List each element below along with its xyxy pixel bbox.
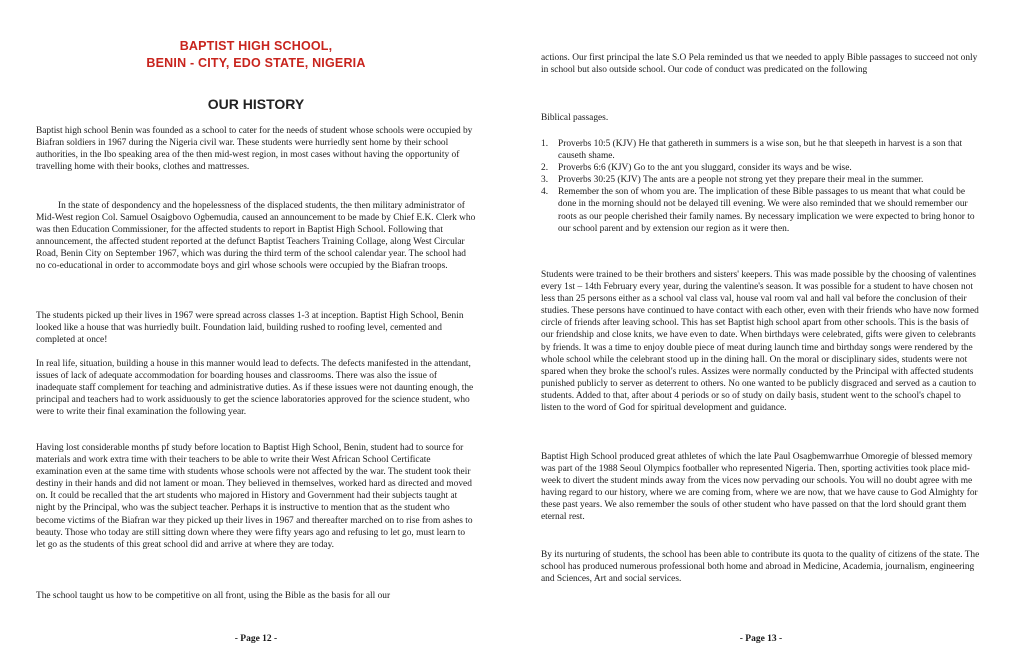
section-title: OUR HISTORY bbox=[207, 96, 305, 112]
paragraph-competitive: The school taught us how to be competitive on all front, using the Bible as the basis for all our bbox=[36, 591, 391, 601]
school-title bbox=[36, 38, 476, 72]
list-item: 4. Remember the son of whom you are. The implication of these Bible passages to us meant that what could be done in the morning should not be delayed till evening. We were also reminded that we should remember our roots as our people cherished their family names. By necessary implication we were expected to bring honor to our school parent and by extension our region as it were then. bbox=[541, 187, 975, 234]
school-title-line1: BAPTIST HIGH SCHOOL, bbox=[179, 39, 333, 53]
paragraph-biblical: Biblical passages. bbox=[541, 113, 609, 123]
paragraph-athletes: Baptist High School produced great athletes of which the late Paul Osagbemwarrhue Omoregie of blessed memory was part of the 1988 Seoul Olympics footballer who represented Nigeria. Then, sporting activities took place mid-week to divert the student minds away from the vices now pervading our schools. You will no doubt agree with me having regard to our history, where we are coming from, where we are now, that we have cause to God Almighty for these past years. We also remember the souls of other student who have passed on that the lord should grant them eternal rest. bbox=[541, 452, 978, 523]
page-left bbox=[36, 0, 476, 658]
paragraph-lost-months: Having lost considerable months pf study before location to Baptist High School, Benin, student had to source for materials and work extra time with their teachers to be able to write their West African School Certificate examination even at the same time with students whose schools were not affected by the war. The student took their destiny in their hands and did not lament or moan. They believed in themselves, worked hard as directed and moved on. It could be recalled that the art students who majored in History and Government had their subjects taught at night by the Principal, who was the subject teacher. Perhaps it is instructive to mention that as the student who become victims of the Biafran war they picked up their lives in 1967 and thereafter marched on to rise from ashes to beauty. Those who today are still sitting down where they were fifty years ago and refusing to let go, must learn to let go as the students of this great school did and arrive at where they are today. bbox=[36, 443, 473, 550]
paragraph-inception: The students picked up their lives in 1967 were spread across classes 1-3 at inception. Baptist High School, Benin looked like a house that was hurriedly built. Foundation laid, building rushed to roofing level, cemented and completed at once! bbox=[36, 311, 464, 346]
paragraph-founding: Baptist high school Benin was founded as a school to cater for the needs of student whose schools were occupied by Biafran soldiers in 1967 during the Nigeria civil war. These students were hurriedly sent home by their school authorities, in the Ibo speaking area of the then mid-west region, in most cases without having the opportunity of travelling home with their books, clothes and mattresses. bbox=[36, 126, 473, 173]
paragraph-actions: actions. Our first principal the late S.O Pela reminded us that we needed to apply Bible passages to succeed not only in school but also outside school. Our code of conduct was predicated on the following bbox=[541, 53, 978, 76]
paragraph-defects: In real life, situation, building a house in this manner would lead to defects. The defects manifested in the attendant, issues of lack of adequate accommodation for boarding houses and classrooms. There was also the issue of inadequate staff complement for teaching and administrative duties. As if these issues were not daunting enough, the principal and teachers had to work assiduously to get the science laboratories approved for the science student, who were to write their final examination the following year. bbox=[36, 359, 474, 418]
paragraph-keepers: Students were trained to be their brothers and sisters' keepers. This was made possible by the choosing of valentines every 1st – 14th February every year, during the valentine's season. It was possible for a student to have chosen not less than 25 persons either as a school val class val, house val room val and hall val before the conclusion of their studies. These persons have continued to have contact with each other, even with their friends who have now formed circle of friends after leaving school. This has set Baptist high school apart from other schools. This is the basis of our friendship and close knits, we have even to date. When birthdays were celebrated, gifts were given to celebrants by friends. It was a time to enjoy double piece of meat during launch time and birthday songs were rendered by the whole school while the celebrant stood up in the dining hall. On the moral or disciplinary sides, students were not spared when they broke the school's rules. Assizes were normally conducted by the Principal with affected students punished publicly to server as deterrent to others. No one wanted to be publicly disgraced and served as a caution to students. Added to that, after about 4 periods or so of study on daily basis, student went to the school's chapel to listen to the word of God for spiritual development and guidance. bbox=[541, 270, 979, 414]
bible-passages-list bbox=[541, 138, 981, 235]
list-item: 3. Proverbs 30:25 (KJV) The ants are a people not strong yet they prepare their meal in the summer. bbox=[541, 175, 924, 186]
school-title-line2: BENIN - CITY, EDO STATE, NIGERIA bbox=[146, 56, 366, 70]
page-right bbox=[541, 0, 981, 658]
list-item: 2. Proverbs 6:6 (KJV) Go to the ant you sluggard, consider its ways and be wise. bbox=[541, 163, 852, 174]
page-number-right: - Page 13 - bbox=[739, 634, 783, 644]
paragraph-displaced-students: In the state of despondency and the hopelessness of the displaced students, the then military administrator of Mid-West region Col. Samuel Osaigbovo Ogbemudia, caused an announcement to be made by Chief E.K. Clerk who was then Education Commissioner, for the affected students to report in Baptist High School. Following that announcement, the affected student reported at the defunct Baptist Teachers Training Collage, along West Circular Road, Benin City on September 1967, which was during the third term of the school calendar year. The school had no co-educational in order to accommodate boys and girl whose schools were occupied by the Biafran troops. bbox=[36, 201, 476, 272]
page-number-left: - Page 12 - bbox=[234, 634, 278, 644]
paragraph-nurturing: By its nurturing of students, the school has been able to contribute its quota to the quality of citizens of the state. The school has produced numerous professional both home and abroad in Medicine, Academia, journalism, engineering and Sciences, Art and social services. bbox=[541, 550, 980, 585]
list-item: 1. Proverbs 10:5 (KJV) He that gathereth in summers is a wise son, but he that sleepeth in harvest is a son that causeth shame. bbox=[541, 139, 963, 162]
